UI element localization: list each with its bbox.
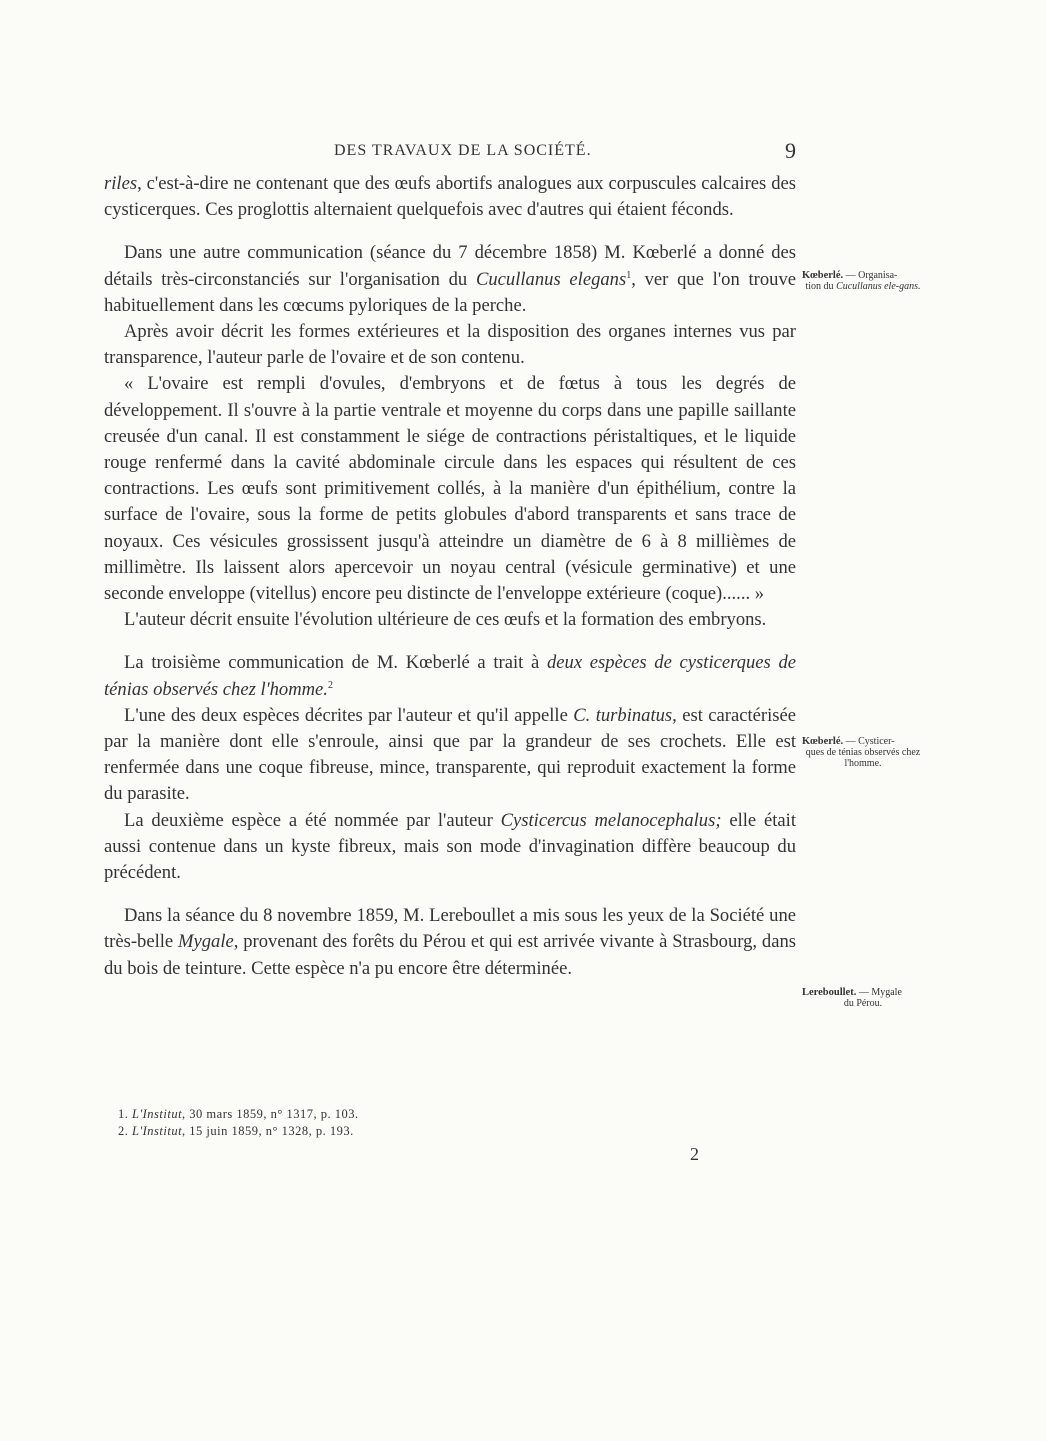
paragraph-text: , est caractérisée par la manière dont elle s'enroule, ainsi que par la grandeur de ses crochets. Elle est renfermée dans une coque fibreuse, mince, transparente, qui reproduit exactement la forme du parasite. xyxy=(104,704,797,805)
running-title: DES TRAVAUX DE LA SOCIÉTÉ. xyxy=(334,142,592,159)
paragraph-melanocephalus xyxy=(104,808,796,887)
paragraph-text: L'une des deux espèces décrites par l'auteur et qu'il appelle xyxy=(124,704,574,726)
side-note-text: — Cysticer- xyxy=(843,736,895,747)
side-note-rest: du Pérou. xyxy=(843,998,883,1009)
italic-term: C. turbinatus xyxy=(573,704,673,726)
paragraph-text: La troisième communication de M. Kœberlé a trait à xyxy=(124,652,547,674)
italic-term: L'Institut xyxy=(132,1124,183,1138)
footnote-2: 2. L'Institut, 15 juin 1859, n° 1328, p. 193. xyxy=(118,1124,354,1138)
body-text xyxy=(104,171,796,982)
paragraph-text: Dans la séance du 8 novembre 1859, M. Lereboullet a mis sous les yeux de la Société une très-belle xyxy=(104,905,796,953)
page-number: 9 xyxy=(785,138,796,163)
footnote-ref: 1 xyxy=(626,269,632,281)
paragraph-text: , provenant des forêts du Pérou et qui est arrivée vivante à Strasbourg, dans du bois de teinture. Cette espèce n'a pu encore être déterminée. xyxy=(104,931,796,979)
paragraph-ovary-quote: « L'ovaire est rempli d'ovules, d'embryons et de fœtus à tous les degrés de développement. Il s'ouvre à la partie ventrale et moyenne du corps dans une papille saillante creusée d'un canal. Il est constamment le siége de contractions péristaltiques, et le liquide rouge renfermé dans la cavité abdominale circule dans les espaces qui résultent de ces contractions. Les œufs sont primitivement collés, à la manière d'un épithélium, contre la surface de l'ovaire, sous la forme de petits globules d'abord transparents et sans trace de noyaux. Ces vésicules grossissent jusqu'à atteindre un diamètre de 6 à 8 millièmes de millimètre. Ils laissent alors apercevoir un noyau central (vésicule germinative) et une seconde enveloppe (vitellus) encore peu distincte de l'enveloppe extérieure (coque)...... » xyxy=(104,373,796,605)
paragraph-evolution: L'auteur décrit ensuite l'évolution ultérieure de ces œufs et la formation des embryons. xyxy=(124,609,767,631)
footnote-ref: 2 xyxy=(327,679,333,691)
italic-term: riles xyxy=(104,173,138,194)
paragraph-text: , c'est-à-dire ne contenant que des œufs abortifs analogues aux corpuscules calcaires des cysticerques. Ces proglottis alternaient quelquefois avec d'autres qui étaient féconds. xyxy=(104,173,796,221)
paragraph-cucullanus xyxy=(104,240,796,319)
side-note-mygale xyxy=(802,987,924,1009)
side-note-name: Kœberlé. xyxy=(802,270,844,281)
signature-mark: 2 xyxy=(690,1144,699,1164)
italic-term: deux espèces de cysticerques de ténias observés chez l'homme. xyxy=(104,652,797,700)
paragraph-text: La deuxième espèce a été nommée par l'auteur xyxy=(124,809,501,831)
paragraph-mygale xyxy=(104,903,796,982)
side-note-cysticerques xyxy=(802,736,924,769)
paragraph-text: elle était aussi contenue dans un kyste fibreux, mais son mode d'invagination diffère beaucoup du précédent. xyxy=(104,809,797,884)
side-note-cucullanus xyxy=(802,270,924,292)
italic-term: Cucullanus ele-gans. xyxy=(836,281,921,292)
side-note-name: Kœberlé. xyxy=(802,736,844,747)
italic-term: Cysticercus melanocephalus; xyxy=(500,809,722,831)
side-note-text: — Mygale xyxy=(856,987,902,998)
running-header xyxy=(104,138,796,168)
paragraph-text: Dans une autre communication (séance du 7 décembre 1858) M. Kœberlé a donné des détails très-circonstanciés sur l'organisation du xyxy=(104,242,796,290)
side-note-rest: tion du Cucullanus ele-gans. xyxy=(805,281,921,292)
italic-term: L'Institut xyxy=(132,1107,183,1121)
side-note-name: Lereboullet. xyxy=(802,987,857,998)
paragraph-continuation xyxy=(104,171,796,223)
italic-term: Mygale xyxy=(178,931,234,953)
paragraph-turbinatus xyxy=(104,703,796,808)
side-note-rest: ques de ténias observés chez l'homme. xyxy=(805,747,921,769)
paragraph-cysticerques xyxy=(104,650,796,702)
paragraph-description: Après avoir décrit les formes extérieures et la disposition des organes internes vus par transparence, l'auteur parle de l'ovaire et de son contenu. xyxy=(104,321,796,369)
footnotes xyxy=(118,1106,718,1140)
footnote-1: 1. L'Institut, 30 mars 1859, n° 1317, p. 103. xyxy=(118,1107,359,1121)
italic-term: Cucullanus elegans xyxy=(475,268,627,290)
side-note-text: — Organisa- xyxy=(843,270,898,281)
paragraph-text: , ver que l'on trouve habituellement dans les cœcums pyloriques de la perche. xyxy=(104,268,796,316)
